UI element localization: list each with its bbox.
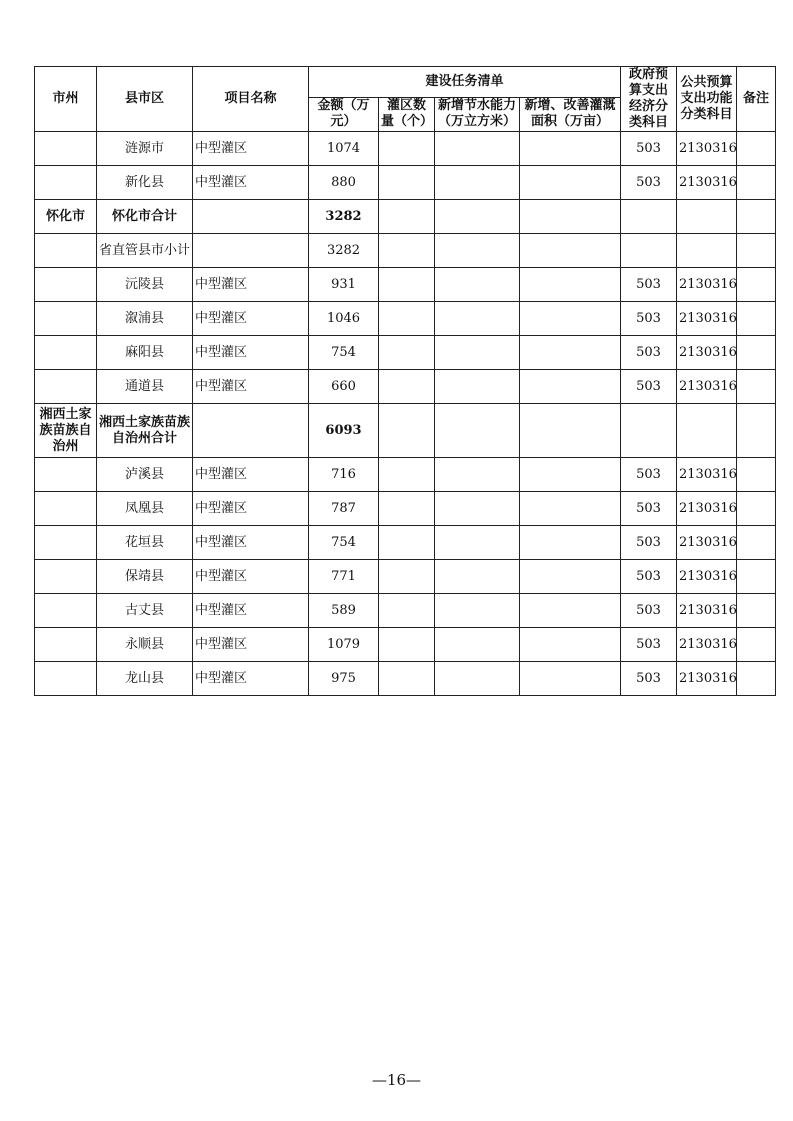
cell-city	[35, 662, 97, 696]
header-tasks: 建设任务清单	[309, 67, 621, 98]
table-row	[35, 526, 776, 560]
cell-econ-class	[621, 234, 677, 268]
cell-project: 中型灌区	[193, 492, 309, 526]
cell-water-saving	[435, 492, 520, 526]
cell-water-saving	[435, 132, 520, 166]
table-row	[35, 234, 776, 268]
table-row	[35, 268, 776, 302]
cell-count	[379, 458, 435, 492]
cell-remark	[737, 166, 776, 200]
cell-project: 中型灌区	[193, 662, 309, 696]
cell-area	[520, 594, 621, 628]
cell-func-class: 2130316	[677, 560, 737, 594]
cell-county: 花垣县	[97, 526, 193, 560]
cell-water-saving	[435, 370, 520, 404]
cell-remark	[737, 302, 776, 336]
cell-func-class: 2130316	[677, 336, 737, 370]
cell-area	[520, 132, 621, 166]
cell-city	[35, 628, 97, 662]
cell-water-saving	[435, 458, 520, 492]
cell-county: 永顺县	[97, 628, 193, 662]
cell-count	[379, 594, 435, 628]
cell-city	[35, 234, 97, 268]
cell-area	[520, 526, 621, 560]
cell-count	[379, 370, 435, 404]
table-row	[35, 628, 776, 662]
cell-func-class: 2130316	[677, 526, 737, 560]
cell-city	[35, 132, 97, 166]
cell-econ-class: 503	[621, 492, 677, 526]
cell-area	[520, 560, 621, 594]
table-row	[35, 336, 776, 370]
cell-remark	[737, 132, 776, 166]
header-project: 项目名称	[193, 67, 309, 132]
cell-project: 中型灌区	[193, 166, 309, 200]
cell-city	[35, 594, 97, 628]
cell-amount: 3282	[309, 234, 379, 268]
cell-count	[379, 492, 435, 526]
cell-water-saving	[435, 268, 520, 302]
cell-amount: 787	[309, 492, 379, 526]
cell-remark	[737, 370, 776, 404]
cell-amount: 880	[309, 166, 379, 200]
cell-amount: 6093	[309, 404, 379, 458]
cell-count	[379, 526, 435, 560]
cell-county: 省直管县市小计	[97, 234, 193, 268]
cell-water-saving	[435, 628, 520, 662]
table-row	[35, 166, 776, 200]
cell-county: 怀化市合计	[97, 200, 193, 234]
cell-econ-class: 503	[621, 166, 677, 200]
cell-county: 沅陵县	[97, 268, 193, 302]
cell-count	[379, 200, 435, 234]
header-water-saving: 新增节水能力（万立方米）	[435, 97, 520, 131]
cell-count	[379, 234, 435, 268]
cell-func-class: 2130316	[677, 166, 737, 200]
header-count: 灌区数量（个）	[379, 97, 435, 131]
cell-econ-class: 503	[621, 526, 677, 560]
cell-econ-class: 503	[621, 370, 677, 404]
cell-county: 涟源市	[97, 132, 193, 166]
cell-econ-class: 503	[621, 132, 677, 166]
header-area: 新增、改善灌溉面积（万亩）	[520, 97, 621, 131]
cell-area	[520, 370, 621, 404]
cell-econ-class: 503	[621, 594, 677, 628]
cell-area	[520, 200, 621, 234]
cell-amount: 931	[309, 268, 379, 302]
cell-count	[379, 628, 435, 662]
cell-func-class	[677, 404, 737, 458]
table-row	[35, 200, 776, 234]
cell-project: 中型灌区	[193, 628, 309, 662]
cell-area	[520, 166, 621, 200]
cell-water-saving	[435, 560, 520, 594]
cell-func-class	[677, 234, 737, 268]
cell-area	[520, 302, 621, 336]
cell-water-saving	[435, 526, 520, 560]
table-row	[35, 404, 776, 458]
header-remark: 备注	[737, 67, 776, 132]
table-row	[35, 132, 776, 166]
cell-water-saving	[435, 336, 520, 370]
cell-func-class: 2130316	[677, 370, 737, 404]
cell-remark	[737, 268, 776, 302]
cell-city: 湘西土家族苗族自治州	[35, 404, 97, 458]
page-number: —16—	[371, 1071, 422, 1089]
cell-water-saving	[435, 166, 520, 200]
cell-remark	[737, 404, 776, 458]
cell-amount: 1074	[309, 132, 379, 166]
table-row	[35, 560, 776, 594]
cell-func-class: 2130316	[677, 662, 737, 696]
cell-area	[520, 404, 621, 458]
cell-water-saving	[435, 594, 520, 628]
cell-county: 龙山县	[97, 662, 193, 696]
cell-area	[520, 336, 621, 370]
cell-econ-class: 503	[621, 336, 677, 370]
cell-func-class: 2130316	[677, 302, 737, 336]
header-city: 市州	[35, 67, 97, 132]
cell-func-class	[677, 200, 737, 234]
cell-amount: 716	[309, 458, 379, 492]
cell-county: 通道县	[97, 370, 193, 404]
cell-county: 古丈县	[97, 594, 193, 628]
cell-project: 中型灌区	[193, 594, 309, 628]
cell-econ-class	[621, 404, 677, 458]
cell-city	[35, 492, 97, 526]
cell-water-saving	[435, 302, 520, 336]
table-row	[35, 302, 776, 336]
irrigation-fund-table	[34, 66, 776, 696]
cell-project	[193, 200, 309, 234]
header-econ-class: 政府预算支出经济分类科目	[621, 67, 677, 132]
cell-project: 中型灌区	[193, 268, 309, 302]
cell-area	[520, 662, 621, 696]
cell-project: 中型灌区	[193, 132, 309, 166]
cell-city	[35, 370, 97, 404]
cell-city	[35, 166, 97, 200]
cell-county: 湘西土家族苗族自治州合计	[97, 404, 193, 458]
cell-remark	[737, 458, 776, 492]
cell-func-class: 2130316	[677, 132, 737, 166]
cell-amount: 975	[309, 662, 379, 696]
cell-remark	[737, 336, 776, 370]
cell-water-saving	[435, 234, 520, 268]
cell-func-class: 2130316	[677, 492, 737, 526]
cell-remark	[737, 492, 776, 526]
cell-county: 凤凰县	[97, 492, 193, 526]
cell-water-saving	[435, 200, 520, 234]
cell-city	[35, 560, 97, 594]
cell-count	[379, 132, 435, 166]
cell-project: 中型灌区	[193, 336, 309, 370]
cell-count	[379, 166, 435, 200]
cell-county: 新化县	[97, 166, 193, 200]
cell-county: 麻阳县	[97, 336, 193, 370]
cell-econ-class: 503	[621, 662, 677, 696]
cell-econ-class: 503	[621, 458, 677, 492]
cell-econ-class: 503	[621, 560, 677, 594]
cell-remark	[737, 594, 776, 628]
cell-county: 保靖县	[97, 560, 193, 594]
cell-remark	[737, 662, 776, 696]
cell-project: 中型灌区	[193, 370, 309, 404]
cell-project	[193, 234, 309, 268]
cell-amount: 589	[309, 594, 379, 628]
cell-water-saving	[435, 404, 520, 458]
cell-count	[379, 336, 435, 370]
cell-area	[520, 458, 621, 492]
cell-county: 泸溪县	[97, 458, 193, 492]
cell-count	[379, 560, 435, 594]
cell-amount: 660	[309, 370, 379, 404]
cell-remark	[737, 526, 776, 560]
table-row	[35, 594, 776, 628]
cell-city	[35, 302, 97, 336]
cell-area	[520, 234, 621, 268]
table-body	[35, 132, 776, 696]
cell-func-class: 2130316	[677, 458, 737, 492]
cell-amount: 771	[309, 560, 379, 594]
table-row	[35, 458, 776, 492]
cell-func-class: 2130316	[677, 628, 737, 662]
cell-func-class: 2130316	[677, 594, 737, 628]
cell-project: 中型灌区	[193, 302, 309, 336]
cell-county: 溆浦县	[97, 302, 193, 336]
cell-amount: 1079	[309, 628, 379, 662]
cell-count	[379, 302, 435, 336]
cell-func-class: 2130316	[677, 268, 737, 302]
cell-city	[35, 526, 97, 560]
cell-amount: 754	[309, 336, 379, 370]
cell-econ-class	[621, 200, 677, 234]
cell-count	[379, 662, 435, 696]
cell-project: 中型灌区	[193, 526, 309, 560]
cell-amount: 1046	[309, 302, 379, 336]
cell-count	[379, 268, 435, 302]
cell-area	[520, 268, 621, 302]
cell-city	[35, 458, 97, 492]
cell-city	[35, 268, 97, 302]
cell-count	[379, 404, 435, 458]
cell-area	[520, 628, 621, 662]
table-row	[35, 370, 776, 404]
cell-project: 中型灌区	[193, 458, 309, 492]
cell-project	[193, 404, 309, 458]
cell-area	[520, 492, 621, 526]
cell-remark	[737, 234, 776, 268]
cell-water-saving	[435, 662, 520, 696]
cell-remark	[737, 628, 776, 662]
cell-project: 中型灌区	[193, 560, 309, 594]
header-func-class: 公共预算支出功能分类科目	[677, 67, 737, 132]
cell-amount: 754	[309, 526, 379, 560]
header-amount: 金额（万元）	[309, 97, 379, 131]
cell-city	[35, 336, 97, 370]
header-county: 县市区	[97, 67, 193, 132]
cell-amount: 3282	[309, 200, 379, 234]
cell-city: 怀化市	[35, 200, 97, 234]
cell-econ-class: 503	[621, 302, 677, 336]
cell-remark	[737, 560, 776, 594]
table-row	[35, 492, 776, 526]
cell-remark	[737, 200, 776, 234]
cell-econ-class: 503	[621, 268, 677, 302]
cell-econ-class: 503	[621, 628, 677, 662]
table-row	[35, 662, 776, 696]
